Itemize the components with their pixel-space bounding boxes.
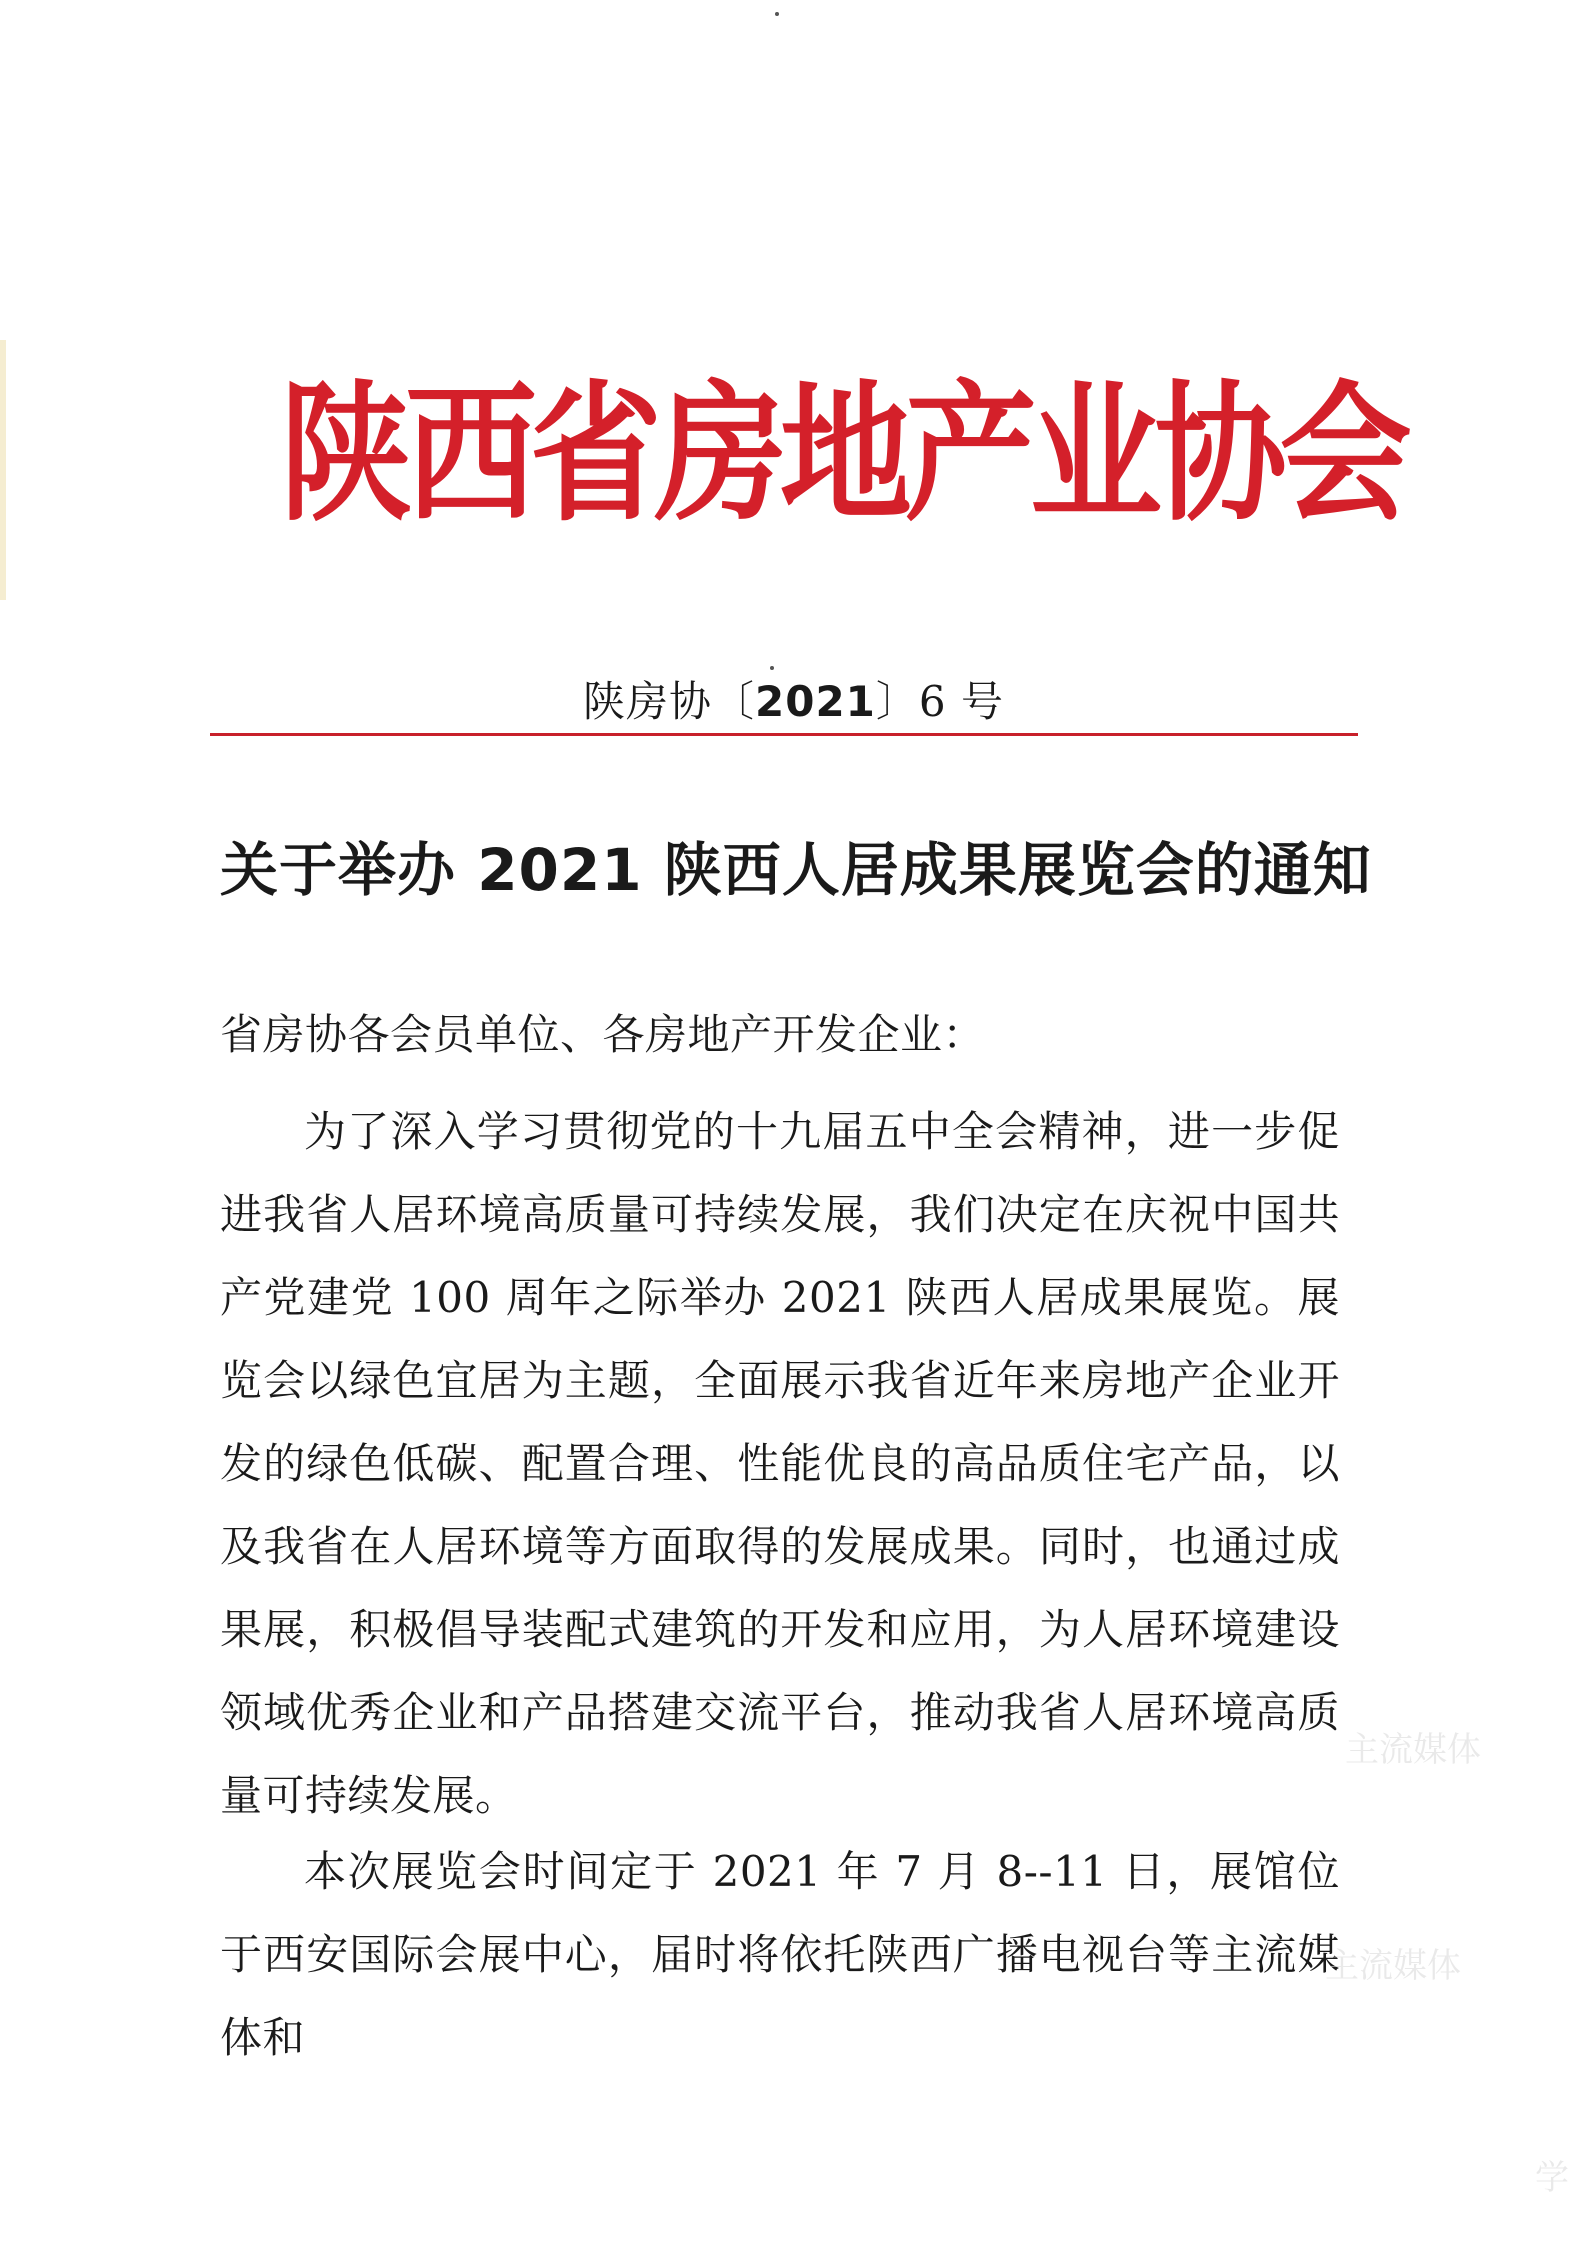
scan-speck [770, 666, 774, 670]
document-number [0, 672, 1587, 732]
red-divider-line [210, 733, 1358, 736]
doc-number-prefix: 陕房协〔 [583, 677, 756, 726]
salutation: 省房协各会员单位、各房地产开发企业： [220, 1010, 986, 1059]
faint-watermark: 主流媒体 [1325, 1946, 1461, 1986]
faint-watermark: 学 [1535, 2158, 1569, 2198]
body-paragraph: 为了深入学习贯彻党的十九届五中全会精神，进一步促进我省人居环境高质量可持续发展，我们决定在庆祝中国共产党建党 100 周年之际举办 2021 陕西人居成果展览。展览会以绿色宜居为主题，全面展示我省近年来房地产企业开发的绿色低碳、配置合理、性能优良的高品质住宅产品，以及我省在人居环境等方面取得的发展成果。同时，也通过成果展，积极倡导装配式建筑的开发和应用，为人居环境建设领域优秀企业和产品搭建交流平台，推动我省人居环境高质量可持续发展。 [220, 1107, 1340, 1820]
letterhead-org-name: 陕西省房地产业协会 [280, 368, 1405, 542]
scan-speck [775, 12, 779, 16]
notice-title: 关于举办 2021 陕西人居成果展览会的通知 [220, 836, 1372, 904]
body-paragraph: 本次展览会时间定于 2021 年 7 月 8--11 日，展馆位于西安国际会展中心，届时将依托陕西广播电视台等主流媒体和 [220, 1847, 1340, 2062]
doc-number-suffix: 〕6 号 [875, 677, 1004, 726]
faint-watermark: 主流媒体 [1345, 1730, 1481, 1770]
doc-number-year: 2021 [755, 677, 876, 726]
scan-edge-artifact [0, 340, 6, 600]
